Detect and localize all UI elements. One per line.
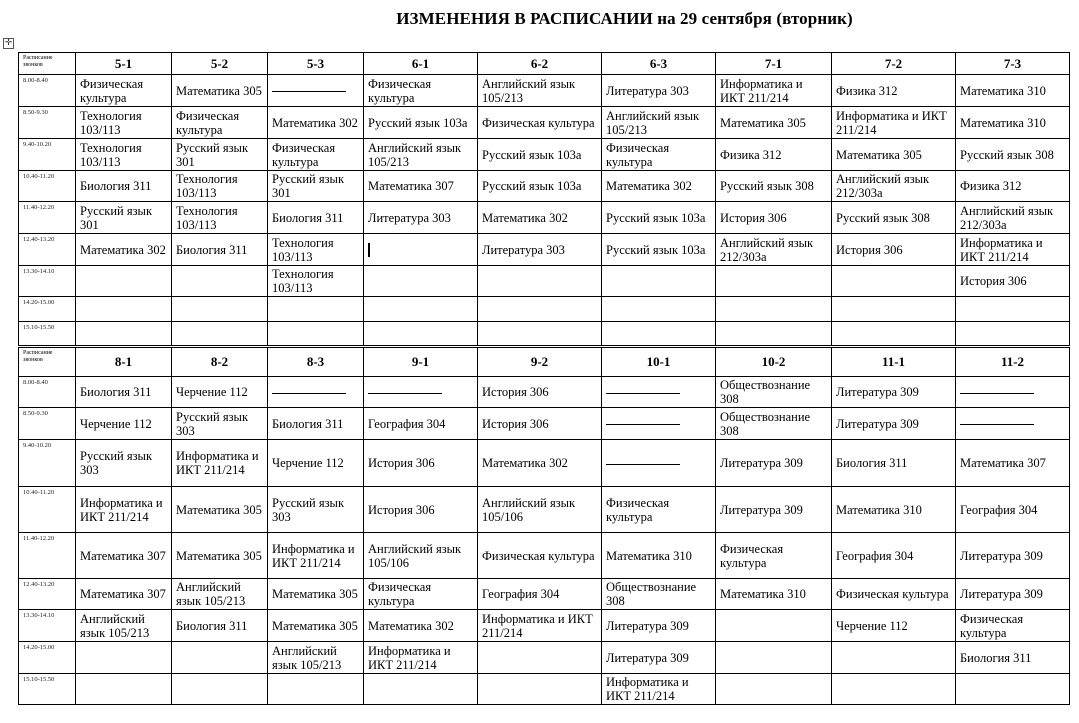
lesson-cell[interactable]: [602, 440, 716, 487]
table-row: [19, 674, 1070, 705]
lesson-cell[interactable]: Математика 302: [478, 440, 602, 487]
lesson-cell[interactable]: Английский язык 105/213: [364, 139, 478, 171]
class-header: 5-3: [268, 53, 364, 75]
blank-line: [960, 393, 1034, 394]
table-row: [19, 266, 1070, 297]
lesson-cell[interactable]: Биология 311: [956, 642, 1070, 674]
lesson-cell[interactable]: Физика 312: [956, 171, 1070, 202]
lesson-cell[interactable]: [268, 75, 364, 107]
lesson-cell[interactable]: [268, 377, 364, 408]
lesson-cell[interactable]: [364, 234, 478, 266]
lesson-cell[interactable]: Математика 307: [956, 440, 1070, 487]
lesson-cell[interactable]: Информатика и ИКТ 211/214: [172, 440, 268, 487]
table-header-row: [19, 53, 1070, 75]
table-row: [19, 234, 1070, 266]
lesson-time: 8.50-9.30: [19, 408, 76, 440]
lesson-cell[interactable]: Черчение 112: [268, 440, 364, 487]
lesson-cell[interactable]: Математика 302: [268, 107, 364, 139]
lesson-cell[interactable]: История 306: [716, 202, 832, 234]
blank-line: [272, 393, 346, 394]
lesson-cell[interactable]: Английский язык 212/303а: [832, 171, 956, 202]
class-header: 5-2: [172, 53, 268, 75]
lesson-cell[interactable]: [832, 322, 956, 346]
class-header: 8-2: [172, 348, 268, 377]
table-move-handle-icon[interactable]: ✛: [4, 38, 13, 48]
lesson-time: 13.30-14.10: [19, 266, 76, 297]
table-row: [19, 202, 1070, 234]
lesson-cell[interactable]: [478, 266, 602, 297]
lesson-cell[interactable]: Обществознание 308: [602, 579, 716, 610]
lesson-cell[interactable]: Английский язык 212/303а: [956, 202, 1070, 234]
lesson-time: 15.10-15.50: [19, 674, 76, 705]
lesson-cell[interactable]: [364, 322, 478, 346]
lesson-cell[interactable]: Литература 309: [832, 377, 956, 408]
lesson-cell[interactable]: [76, 266, 172, 297]
lesson-cell[interactable]: [832, 674, 956, 705]
lesson-cell[interactable]: Английский язык 105/213: [172, 579, 268, 610]
lesson-time: 10.40-11.20: [19, 171, 76, 202]
lesson-cell[interactable]: [478, 674, 602, 705]
lesson-cell[interactable]: География 304: [832, 533, 956, 579]
lesson-cell[interactable]: Русский язык 303: [268, 487, 364, 533]
lesson-cell[interactable]: Английский язык 105/213: [602, 107, 716, 139]
lesson-cell[interactable]: Биология 311: [76, 377, 172, 408]
table-row: [19, 322, 1070, 346]
blank-line: [960, 424, 1034, 425]
lesson-cell[interactable]: Литература 309: [832, 408, 956, 440]
table-row: [19, 440, 1070, 487]
lesson-cell[interactable]: Русский язык 103а: [602, 234, 716, 266]
lesson-cell[interactable]: Физическая культура: [76, 75, 172, 107]
lesson-cell[interactable]: География 304: [956, 487, 1070, 533]
lesson-cell[interactable]: [602, 408, 716, 440]
lesson-cell[interactable]: Математика 310: [832, 487, 956, 533]
lesson-time: 13.30-14.10: [19, 610, 76, 642]
lesson-cell[interactable]: Черчение 112: [76, 408, 172, 440]
lesson-cell[interactable]: [478, 297, 602, 322]
lesson-cell[interactable]: Русский язык 303: [172, 408, 268, 440]
lesson-cell[interactable]: [268, 322, 364, 346]
lesson-time: 12.40-13.20: [19, 579, 76, 610]
table-row: [19, 579, 1070, 610]
lesson-cell[interactable]: Литература 309: [602, 642, 716, 674]
lesson-cell[interactable]: [172, 674, 268, 705]
table-row: [19, 377, 1070, 408]
class-header: 7-2: [832, 53, 956, 75]
lesson-cell[interactable]: Литература 309: [956, 579, 1070, 610]
lesson-cell[interactable]: [716, 297, 832, 322]
lesson-cell[interactable]: География 304: [364, 408, 478, 440]
table-row: [19, 297, 1070, 322]
lesson-cell[interactable]: Математика 305: [172, 487, 268, 533]
lesson-cell[interactable]: Биология 311: [172, 610, 268, 642]
lesson-time: 14.20-15.00: [19, 642, 76, 674]
text-cursor: [368, 243, 370, 257]
lesson-cell[interactable]: Физическая культура: [364, 75, 478, 107]
lesson-cell[interactable]: [956, 377, 1070, 408]
lesson-cell[interactable]: Математика 310: [956, 75, 1070, 107]
lesson-cell[interactable]: [602, 322, 716, 346]
lesson-cell[interactable]: [478, 322, 602, 346]
lesson-cell[interactable]: История 306: [956, 266, 1070, 297]
lesson-cell[interactable]: География 304: [478, 579, 602, 610]
lesson-cell[interactable]: [364, 377, 478, 408]
lesson-cell[interactable]: [956, 674, 1070, 705]
lesson-cell[interactable]: [76, 674, 172, 705]
lesson-cell[interactable]: Английский язык 105/213: [268, 642, 364, 674]
table-row: [19, 408, 1070, 440]
lesson-cell[interactable]: Литература 309: [956, 533, 1070, 579]
lesson-cell[interactable]: [832, 297, 956, 322]
lesson-time: 10.40-11.20: [19, 487, 76, 533]
lesson-time: 11.40-12.20: [19, 533, 76, 579]
lesson-cell[interactable]: Технология 103/113: [76, 107, 172, 139]
lesson-cell[interactable]: Русский язык 308: [832, 202, 956, 234]
lesson-time: 15.10-15.50: [19, 322, 76, 346]
lesson-cell[interactable]: Математика 302: [364, 610, 478, 642]
lesson-cell[interactable]: Русский язык 103а: [478, 171, 602, 202]
class-header: 10-2: [716, 348, 832, 377]
lesson-time: 12.40-13.20: [19, 234, 76, 266]
lesson-cell[interactable]: Технология 103/113: [268, 234, 364, 266]
table-row: [19, 107, 1070, 139]
lesson-cell[interactable]: Математика 302: [76, 234, 172, 266]
lesson-cell[interactable]: [172, 642, 268, 674]
lesson-cell[interactable]: [716, 642, 832, 674]
class-header: 9-1: [364, 348, 478, 377]
lesson-cell[interactable]: Физическая культура: [716, 533, 832, 579]
lesson-cell[interactable]: Математика 307: [76, 533, 172, 579]
lesson-cell[interactable]: Математика 310: [956, 107, 1070, 139]
lesson-cell[interactable]: Физическая культура: [364, 579, 478, 610]
lesson-cell[interactable]: Биология 311: [268, 408, 364, 440]
lesson-cell[interactable]: Биология 311: [268, 202, 364, 234]
lesson-cell[interactable]: [602, 266, 716, 297]
lesson-cell[interactable]: Литература 303: [478, 234, 602, 266]
lesson-cell[interactable]: Математика 310: [716, 579, 832, 610]
bell-schedule-label: Расписание звонков: [19, 348, 76, 377]
lesson-cell[interactable]: Физическая культура: [478, 107, 602, 139]
lesson-cell[interactable]: [172, 322, 268, 346]
lesson-cell[interactable]: Математика 310: [602, 533, 716, 579]
lesson-cell[interactable]: [602, 377, 716, 408]
lesson-cell[interactable]: Информатика и ИКТ 211/214: [268, 533, 364, 579]
lesson-cell[interactable]: Английский язык 105/213: [478, 75, 602, 107]
lesson-cell[interactable]: Информатика и ИКТ 211/214: [716, 75, 832, 107]
lesson-cell[interactable]: [76, 642, 172, 674]
lesson-cell[interactable]: История 306: [478, 408, 602, 440]
lesson-cell[interactable]: Русский язык 301: [172, 139, 268, 171]
lesson-cell[interactable]: Математика 305: [832, 139, 956, 171]
class-header: 5-1: [76, 53, 172, 75]
lesson-cell[interactable]: Математика 305: [172, 75, 268, 107]
class-header: 6-3: [602, 53, 716, 75]
lesson-cell[interactable]: Биология 311: [832, 440, 956, 487]
lesson-cell[interactable]: Обществознание 308: [716, 377, 832, 408]
schedule-table-grades-5-7: [18, 52, 1070, 346]
lesson-cell[interactable]: [268, 674, 364, 705]
lesson-cell[interactable]: [716, 610, 832, 642]
lesson-cell[interactable]: История 306: [832, 234, 956, 266]
lesson-cell[interactable]: Информатика и ИКТ 211/214: [76, 487, 172, 533]
lesson-cell[interactable]: Русский язык 103а: [478, 139, 602, 171]
class-header: 11-2: [956, 348, 1070, 377]
lesson-cell[interactable]: Черчение 112: [832, 610, 956, 642]
table-row: [19, 533, 1070, 579]
lesson-cell[interactable]: Биология 311: [172, 234, 268, 266]
lesson-cell[interactable]: Русский язык 103а: [364, 107, 478, 139]
lesson-cell[interactable]: Литература 303: [602, 75, 716, 107]
lesson-cell[interactable]: Физическая культура: [268, 139, 364, 171]
lesson-cell[interactable]: [602, 297, 716, 322]
lesson-cell[interactable]: [268, 297, 364, 322]
lesson-cell[interactable]: Математика 302: [602, 171, 716, 202]
lesson-cell[interactable]: Математика 307: [364, 171, 478, 202]
lesson-cell[interactable]: Математика 305: [268, 579, 364, 610]
lesson-time: 8.00-8.40: [19, 75, 76, 107]
lesson-cell[interactable]: Русский язык 308: [956, 139, 1070, 171]
lesson-cell[interactable]: Английский язык 105/106: [478, 487, 602, 533]
lesson-cell[interactable]: Технология 103/113: [76, 139, 172, 171]
lesson-cell[interactable]: [172, 297, 268, 322]
lesson-cell[interactable]: Технология 103/113: [268, 266, 364, 297]
lesson-cell[interactable]: [716, 266, 832, 297]
table-row: [19, 171, 1070, 202]
lesson-cell[interactable]: Информатика и ИКТ 211/214: [478, 610, 602, 642]
lesson-cell[interactable]: [364, 297, 478, 322]
lesson-cell[interactable]: Английский язык 105/213: [76, 610, 172, 642]
lesson-cell[interactable]: История 306: [478, 377, 602, 408]
lesson-cell[interactable]: Физическая культура: [172, 107, 268, 139]
lesson-cell[interactable]: [364, 674, 478, 705]
class-header: 8-3: [268, 348, 364, 377]
lesson-cell[interactable]: Литература 309: [716, 440, 832, 487]
table-row: [19, 610, 1070, 642]
lesson-cell[interactable]: [364, 266, 478, 297]
blank-line: [368, 393, 442, 394]
lesson-cell[interactable]: Русский язык 301: [268, 171, 364, 202]
lesson-cell[interactable]: История 306: [364, 487, 478, 533]
class-header: 6-1: [364, 53, 478, 75]
lesson-cell[interactable]: Физическая культура: [602, 139, 716, 171]
lesson-cell[interactable]: Математика 302: [478, 202, 602, 234]
class-header: 9-2: [478, 348, 602, 377]
lesson-cell[interactable]: Английский язык 212/303а: [716, 234, 832, 266]
lesson-cell[interactable]: Обществознание 308: [716, 408, 832, 440]
lesson-time: 11.40-12.20: [19, 202, 76, 234]
lesson-cell[interactable]: [956, 297, 1070, 322]
lesson-cell[interactable]: История 306: [364, 440, 478, 487]
lesson-cell[interactable]: Русский язык 301: [76, 202, 172, 234]
lesson-cell[interactable]: Информатика и ИКТ 211/214: [364, 642, 478, 674]
table-row: [19, 642, 1070, 674]
lesson-cell[interactable]: Русский язык 103а: [602, 202, 716, 234]
class-header: 7-1: [716, 53, 832, 75]
table-row: [19, 487, 1070, 533]
lesson-cell[interactable]: Информатика и ИКТ 211/214: [956, 234, 1070, 266]
lesson-cell[interactable]: [76, 322, 172, 346]
lesson-time: 9.40-10.20: [19, 440, 76, 487]
schedule-table-grades-8-11: [18, 347, 1070, 705]
lesson-cell[interactable]: Технология 103/113: [172, 202, 268, 234]
blank-line: [606, 464, 680, 465]
lesson-cell[interactable]: Математика 305: [172, 533, 268, 579]
lesson-time: 9.40-10.20: [19, 139, 76, 171]
class-header: 11-1: [832, 348, 956, 377]
table-header-row: [19, 348, 1070, 377]
lesson-cell[interactable]: [832, 642, 956, 674]
lesson-cell[interactable]: [956, 322, 1070, 346]
lesson-cell[interactable]: Физика 312: [716, 139, 832, 171]
blank-line: [606, 393, 680, 394]
lesson-cell[interactable]: [76, 297, 172, 322]
table-row: [19, 75, 1070, 107]
class-header: 6-2: [478, 53, 602, 75]
lesson-cell[interactable]: [716, 674, 832, 705]
lesson-cell[interactable]: Информатика и ИКТ 211/214: [602, 674, 716, 705]
lesson-time: 14.20-15.00: [19, 297, 76, 322]
table-row: [19, 139, 1070, 171]
lesson-cell[interactable]: Технология 103/113: [172, 171, 268, 202]
lesson-cell[interactable]: Физическая культура: [956, 610, 1070, 642]
blank-line: [606, 424, 680, 425]
lesson-cell[interactable]: [956, 408, 1070, 440]
class-header: 8-1: [76, 348, 172, 377]
lesson-cell[interactable]: [478, 642, 602, 674]
lesson-cell[interactable]: Физическая культура: [478, 533, 602, 579]
lesson-cell[interactable]: Информатика и ИКТ 211/214: [832, 107, 956, 139]
lesson-cell[interactable]: Литература 309: [602, 610, 716, 642]
lesson-cell[interactable]: Физическая культура: [832, 579, 956, 610]
lesson-cell[interactable]: Биология 311: [76, 171, 172, 202]
bell-schedule-label: Расписание звонков: [19, 53, 76, 75]
blank-line: [272, 91, 346, 92]
lesson-time: 8.00-8.40: [19, 377, 76, 408]
lesson-cell[interactable]: [172, 266, 268, 297]
lesson-cell[interactable]: Русский язык 308: [716, 171, 832, 202]
lesson-cell[interactable]: Русский язык 303: [76, 440, 172, 487]
lesson-cell[interactable]: Черчение 112: [172, 377, 268, 408]
lesson-cell[interactable]: Английский язык 105/106: [364, 533, 478, 579]
lesson-cell[interactable]: Литература 303: [364, 202, 478, 234]
lesson-cell[interactable]: [832, 266, 956, 297]
lesson-cell[interactable]: Математика 305: [268, 610, 364, 642]
lesson-time: 8.50-9.30: [19, 107, 76, 139]
lesson-cell[interactable]: Физическая культура: [602, 487, 716, 533]
page-title: ИЗМЕНЕНИЯ В РАСПИСАНИИ на 29 сентября (вторник): [396, 9, 853, 28]
lesson-cell[interactable]: Литература 309: [716, 487, 832, 533]
lesson-cell[interactable]: Математика 307: [76, 579, 172, 610]
lesson-cell[interactable]: [716, 322, 832, 346]
class-header: 10-1: [602, 348, 716, 377]
class-header: 7-3: [956, 53, 1070, 75]
lesson-cell[interactable]: Физика 312: [832, 75, 956, 107]
lesson-cell[interactable]: Математика 305: [716, 107, 832, 139]
